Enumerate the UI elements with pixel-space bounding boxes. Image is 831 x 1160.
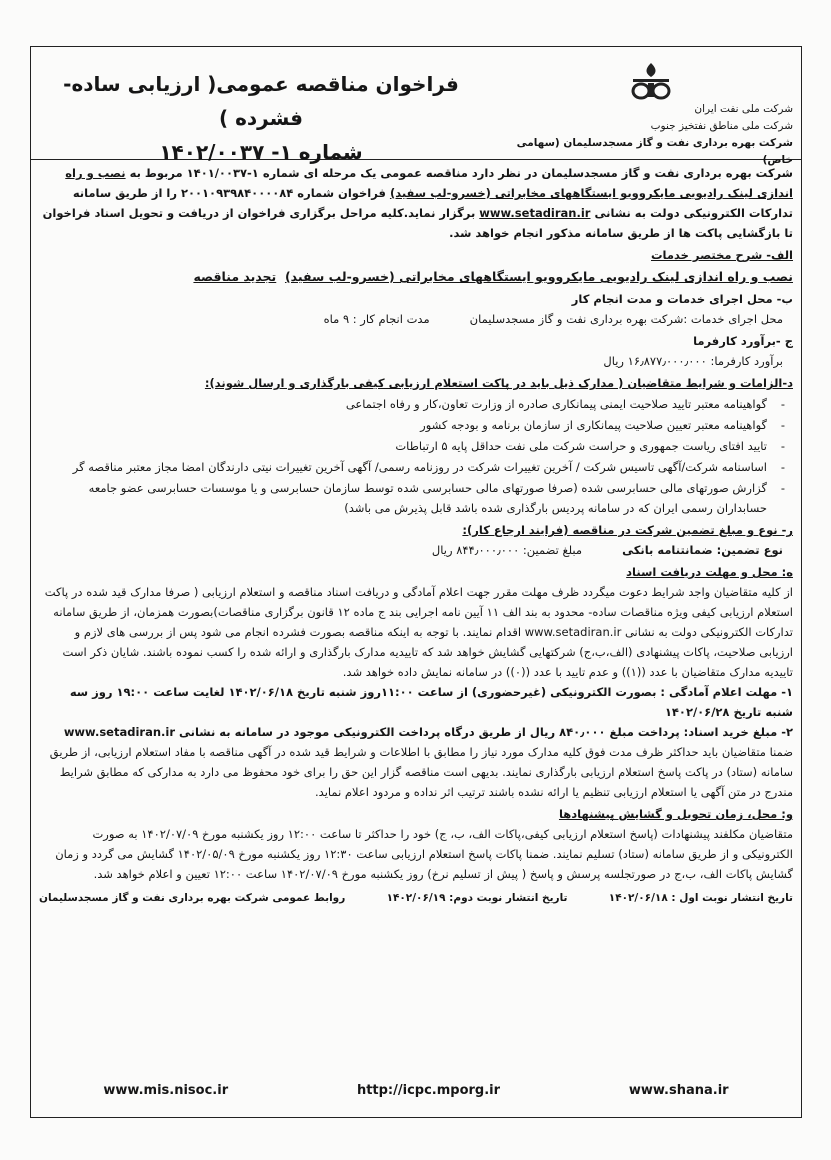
nisoc-link[interactable]: www.mis.nisoc.ir xyxy=(103,1083,229,1098)
org-line-2: شرکت ملی مناطق نفتخیز جنوب xyxy=(650,120,793,132)
requirement-item: - گزارش صورتهای مالی حسابرسی شده (صرفا صورتهای مالی حسابرسی شده توسط سازمان حسابرسی و یا موسسات حسابرسی عضو جامعه حسابداران رسمی ایران که در سامانه پردیس بارگذاری شده باشد قابل پذیرش می باشد) xyxy=(39,478,785,518)
org-line-3: شرکت بهره برداری نفت و گاز مسجدسلیمان (سهامی خاص) xyxy=(516,137,793,166)
website-links xyxy=(39,1081,793,1101)
setadiran-link[interactable]: www.setadiran.ir xyxy=(479,206,591,220)
title-line-1: فراخوان مناقصه عمومی( ارزیابی ساده-فشرده ) xyxy=(63,72,459,130)
execution-duration: مدت انجام کار : ۹ ماه xyxy=(323,312,430,326)
requirement-item: - گواهینامه معتبر تعیین صلاحیت پیمانکاری از سازمان برنامه و بودجه کشور xyxy=(39,415,785,435)
requirement-item: - اساسنامه شرکت/آگهی تاسیس شرکت / آخرین تغییرات شرکت در روزنامه رسمی/ آگهی آخرین تغییرات نیتی دارندگان امضا مجاز معتبر مناقصه گر xyxy=(39,457,785,477)
section-he-paragraph-2: ضمنا متقاضیان باید حداکثر ظرف مدت فوق کلیه مدارک مورد نیاز را مطابق با اطلاعات و شرایط قید شده در آگهی مناقصه با مفاد استعلام ارزیابی، از طریق سامانه (ستاد) در پاکت پاسخ استعلام ارزیابی بارگذاری نمایند. بدیهی است مناقصه گزار این حق را برای خود محفوظ می دارد به مدارکی که مطابق شرایط مندرج در متن آگهی یا استعلام ارزیابی تنظیم یا ارائه نشده باشند ترتیب اثر نداده و مردود اعلام نماید. xyxy=(49,745,793,799)
service-name: نصب و راه اندازی لینک رادیویی مایکروویو ایستگاههای مخابراتی (خسرو-لب سفید) xyxy=(284,269,793,284)
icpc-link[interactable]: http://icpc.mporg.ir xyxy=(356,1083,501,1098)
deadline-item-1: ۱- مهلت اعلام آمادگی : بصورت الکترونیکی (غیرحضوری) از ساعت ۱۱:۰۰روز شنبه تاریخ ۱۴۰۲/۰۶/۱۸ لغایت ساعت ۱۹:۰۰ روز سه شنبه تاریخ ۱۴۰۲/۰۶/۲۸ xyxy=(69,685,793,719)
execution-info xyxy=(39,309,793,329)
announcement-title xyxy=(51,67,471,169)
first-publication-date: تاریخ انتشار نوبت اول : ۱۴۰۲/۰۶/۱۸ xyxy=(608,892,793,904)
section-jim-heading: ج -برآورد کارفرما xyxy=(693,334,793,348)
announcement-frame xyxy=(30,46,802,1118)
requirement-item: - گواهینامه معتبر تایید صلاحیت ایمنی پیمانکاری صادره از وزارت تعاون،کار و رفاه اجتماعی xyxy=(39,394,785,414)
nioc-logo-icon xyxy=(629,61,673,101)
employer-estimate: برآورد کارفرما: ۱۶٫۸۷۷٫۰۰۰٫۰۰۰ ریال xyxy=(603,354,783,368)
content xyxy=(39,163,793,1109)
section-he-paragraph: از کلیه متقاضیان واجد شرایط دعوت میگردد ظرف مهلت مقرر جهت اعلام آمادگی و دریافت اسناد مناقصه و استعلام ارزیابی ( صرفا مدارک قید شده در پاکت استعلام ارزیابی کیفی ویژه مناقصات ساده- محدود به بند الف ۱۱ آیین نامه اجرایی بند ج ماده ۱۲ قانون برگزاری مناقصات)بصورت همزمان، از طریق سامانه تدارکات الکترونیکی دولت به نشانی www.setadiran.ir اقدام نمایند. با توجه به اینکه مناقصه بصورت فشرده انجام می شود پس از بررسی های لازم و ارزیابی صلاحیت، پاکات پیشنهادی (الف،ب،ج) شرکتهایی گشایش خواهد شد که تاییدیه مدارک بارگذاری و ارائه شده را کسب نموده باشند. شایان ذکر است تاییدیه مدارک متقاضیان با عدد ((۱)) و عدم تایید با عدد ((۰)) در سامانه نمایش داده خواهد شد. xyxy=(44,585,793,679)
section-re-heading: ر- نوع و مبلغ تضمین شرکت در مناقصه (فرایند ارجاع کار): xyxy=(462,523,793,537)
guarantee-amount: مبلغ تضمین: ۸۴۴٫۰۰۰٫۰۰۰ ریال xyxy=(431,543,583,557)
title-line-2: شماره ۱- ۱۴۰۲/۰۰۳۷ xyxy=(159,140,363,164)
public-relations-label: روابط عمومی شرکت بهره برداری نفت و گاز مسجدسلیمان xyxy=(39,892,346,904)
section-he-heading: ه: محل و مهلت دریافت اسناد xyxy=(626,565,793,579)
section-alef-heading: الف- شرح مختصر خدمات xyxy=(650,248,793,262)
intro-paragraph xyxy=(39,163,793,243)
renewal-label: تجدید مناقصه xyxy=(193,269,277,284)
section-be-heading: ب- محل اجرای خدمات و مدت انجام کار xyxy=(571,292,793,306)
requirements-list xyxy=(39,394,793,518)
section-vav-paragraph: متقاضیان مکلفند پیشنهادات (پاسخ استعلام ارزیابی کیفی،پاکات الف، ب، ج) خود را حداکثر تا ساعت ۱۲:۰۰ روز یکشنبه مورخ ۱۴۰۲/۰۷/۰۹ به صورت الکترونیکی و از طریق سامانه (ستاد) تسلیم نمایند. ضمنا پاکات پاسخ استعلام ارزیابی ساعت ۱۲:۳۰ روز یکشنبه مورخ ۱۴۰۲/۰۵/۰۹ گشایش می گردد و زمان گشایش پاکات الف، ب،ج در صورتجلسه پرسش و پاسخ ( پیش از تسلیم نرخ) روز یکشنبه مورخ ۱۴۰۲/۰۷/۰۹ ساعت ۱۲:۰۰ تعیین و اعلام خواهد شد. xyxy=(55,827,793,881)
shana-link[interactable]: www.shana.ir xyxy=(628,1083,729,1098)
guarantee-type: نوع تضمین: ضمانتنامه بانکی xyxy=(622,543,783,557)
section-vav-heading: و: محل، زمان تحویل و گشایش پیشنهادها xyxy=(558,807,793,821)
header xyxy=(31,47,801,166)
requirement-item: - تایید افتای ریاست جمهوری و حراست شرکت ملی نفت حداقل پایه ۵ ارتباطات xyxy=(39,436,785,456)
org-block xyxy=(493,101,793,169)
second-publication-date: تاریخ انتشار نوبت دوم: ۱۴۰۲/۰۶/۱۹ xyxy=(386,892,568,904)
org-line-1: شرکت ملی نفت ایران xyxy=(694,103,793,115)
intro-text-b: فراخوان شماره ۲۰۰۱۰۹۳۹۸۴۰۰۰۰۸۴ را از طریق سامانه تدارکات الکترونیکی دولت به نشانی xyxy=(72,186,793,220)
section-dal-heading: د-الزامات و شرایط متقاضیان ( مدارک ذیل باید در پاکت استعلام ارزیابی کیفی بارگذاری و ارسال شوند): xyxy=(204,376,793,390)
guarantee-info xyxy=(39,540,793,560)
intro-text-c: برگزار نماید.کلیه مراحل برگزاری فراخوان از دریافت و تحویل اسناد فراخوان تا بازگشایی پاکت ها از طریق سامانه مذکور انجام خواهد شد. xyxy=(42,206,793,240)
intro-text-a: شرکت بهره برداری نفت و گاز مسجدسلیمان در نظر دارد مناقصه عمومی یک مرحله ای شماره ۱-۱۴۰۱/۰۰۳۷ مربوط به xyxy=(125,166,793,180)
execution-location: محل اجرای خدمات :شرکت بهره برداری نفت و گاز مسجدسلیمان xyxy=(469,312,783,326)
intro-service: نصب و راه اندازی لینک رادیویی مایکروویو ایستگاههای مخابراتی (خسرو-لب سفید) xyxy=(65,166,793,200)
service-title xyxy=(39,267,793,287)
deadline-item-2: ۲- مبلغ خرید اسناد: پرداخت مبلغ ۸۴۰٫۰۰۰ ریال از طریق درگاه پرداخت الکترونیکی موجود در سامانه به نشانی www.setadiran.ir xyxy=(63,725,793,739)
publication-row xyxy=(39,888,793,908)
